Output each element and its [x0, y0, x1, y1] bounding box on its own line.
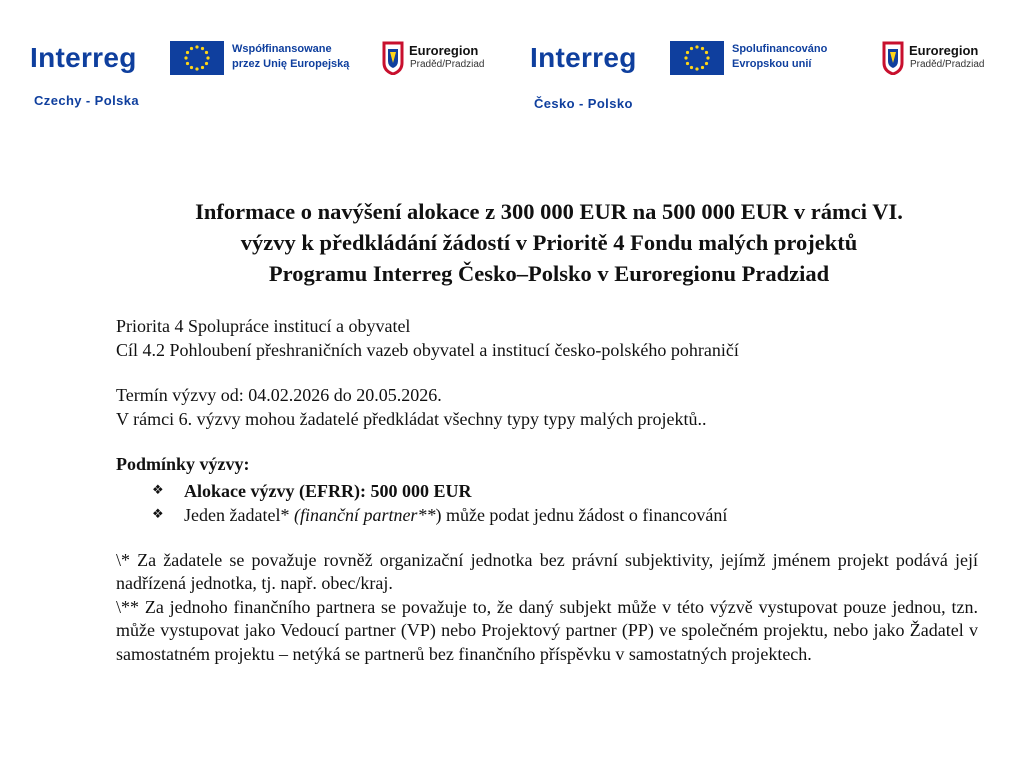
eu-cofinancing-text: Współfinansowane przez Unię Europejską [232, 43, 350, 70]
logo-block-pl [30, 22, 510, 122]
eu-flag-icon [670, 41, 724, 75]
euroregion-logo [382, 41, 512, 75]
priority-section [116, 315, 978, 527]
euroregion-subtitle: Praděd/Pradziad [910, 59, 985, 70]
interreg-logo: Interreg [30, 42, 137, 73]
euroregion-title: Euroregion [909, 43, 979, 58]
list-item [152, 479, 978, 503]
term-line: Termín výzvy od: 04.02.2026 do 20.05.2026. [116, 385, 442, 405]
priority-line: Priorita 4 Spolupráce institucí a obyvatel [116, 316, 411, 336]
applicant-text: Jeden žadatel* (finanční partner**) může podat jednu žádost o financování [184, 504, 728, 525]
document-title: Informace o navýšení alokace z 300 000 EUR na 500 000 EUR v rámci VI. výzvy k předkládání žádostí v Prioritě 4 Fondu malých projektů Programu Interreg Česko–Polsko v Euroregionu Pradziad [195, 199, 903, 286]
footnote-partner: \** Za jednoho finančního partnera se považuje to, že daný subjekt může v této výzvě vystupovat pouze jednou, tzn. může vystupovat jako Vedoucí partner (VP) nebo Projektový partner (PP) ve společném projektu, nebo jako Žadatel v samostatném projektu – netýká se partnerů bez finančního příspěvku v samostatných projektech. [116, 596, 978, 664]
euroregion-subtitle: Praděd/Pradziad [410, 59, 485, 70]
eu-cofinancing-text: Spolufinancováno Evropskou unií [732, 43, 828, 70]
euroregion-title: Euroregion [409, 43, 479, 58]
logo-block-cz [530, 22, 1010, 122]
document-body [116, 196, 978, 666]
objective-line: Cíl 4.2 Pohloubení přeshraničních vazeb obyvatel a institucí česko-polského pohraničí [116, 339, 739, 360]
conditions-heading: Podmínky výzvy: [116, 454, 250, 474]
scope-line: V rámci 6. výzvy mohou žadatelé předkládat všechny typy typy malých projektů.. [116, 408, 707, 429]
header-logos [0, 22, 1010, 122]
footnote-applicant: \* Za žadatele se považuje rovněž organizační jednotka bez právní subjektivity, jejímž jménem projekt podává její nadřízená jednotka, tj. např. obec/kraj. [116, 549, 978, 593]
region-label: Česko - Polsko [534, 96, 633, 111]
footnotes [116, 549, 978, 667]
eu-flag-icon [170, 41, 224, 75]
euroregion-emblem-icon [882, 41, 904, 75]
interreg-logo: Interreg [530, 42, 637, 73]
diamond-bullet-icon: ❖ [152, 482, 164, 498]
region-label: Czechy - Polska [34, 93, 139, 108]
euroregion-logo [882, 41, 1010, 75]
allocation-text: Alokace výzvy (EFRR): 500 000 EUR [184, 480, 472, 501]
diamond-bullet-icon: ❖ [152, 506, 164, 522]
list-item [152, 503, 978, 527]
euroregion-emblem-icon [382, 41, 404, 75]
conditions-list [116, 479, 978, 527]
